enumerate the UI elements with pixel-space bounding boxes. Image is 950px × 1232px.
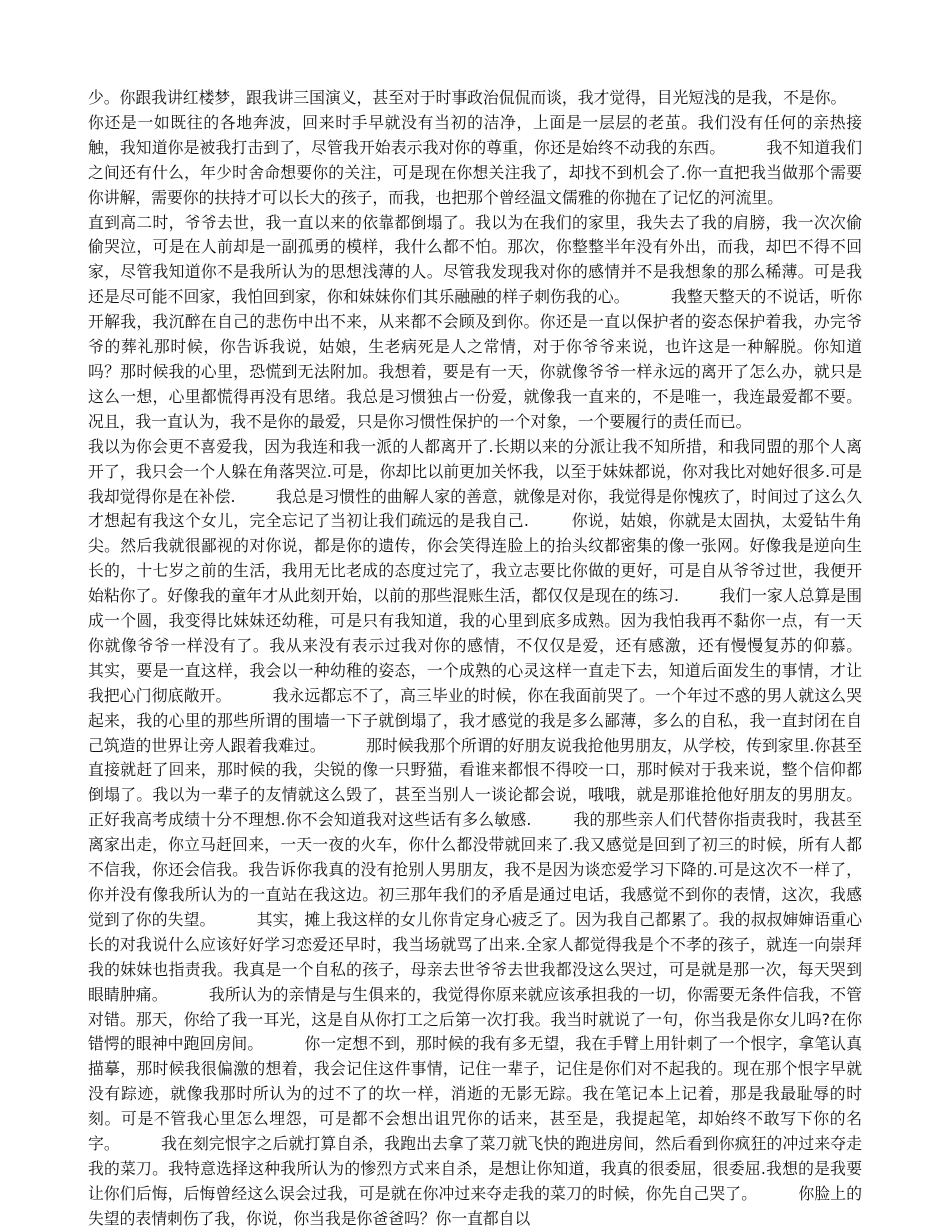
paragraph-2: 你还是一如既往的各地奔波，回来时手早就没有当初的洁净，上面是一层层的老茧。我们没有任何的亲热接触，我知道你是被我打击到了，尽管我开始表示我对你的尊重，你还是始终不动我的东西。 我不知道我们之间还有什么，年少时舍命想要你的关注，可是现在你想关注我了，却找不到机会了.你一直把我当做那个需要你讲解，需要你的扶持才可以长大的孩子，而我，也把那个曾经温文儒雅的你抛在了记忆的河流里。 (88, 112, 862, 207)
paragraph-4: 我以为你会更不喜爱我，因为我连和我一派的人都离开了.长期以来的分派让我不知所措，和我同盟的那个人离开了，我只会一个人躲在角落哭泣.可是，你却比以前更加关怀我，以至于妹妹都说，你对我比对她好很多.可是我却觉得你是在补偿. 我总是习惯性的曲解人家的善意，就像是对你，我觉得是你愧疚了，时间过了这么久才想起有我这个女儿，完全忘记了当初让我们疏远的是我自己. 你说，姑娘，你就是太固执，太爱钻牛角尖。然后我就很鄙视的对你说，都是你的遗传，你会笑得连脸上的抬头纹都密集的像一张网。好像我是逆向生长的，十七岁之前的生活，我用无比老成的态度过完了，我立志要比你做的更好，可是自从爷爷过世，我便开始粘你了。好像我的童年才从此刻开始，以前的那些混账生活，都仅仅是现在的练习. 我们一家人总算是围成一个圆，我变得比妹妹还幼稚，可是只有我知道，我的心里到底多成熟。因为我怕我再不黏你一点，有一天你就像爷爷一样没有了。我从来没有表示过我对你的感情，不仅仅是爱，还有感激，还有慢慢复苏的仰慕。 其实，要是一直这样，我会以一种幼稚的姿态，一个成熟的心灵这样一直走下去，知道后面发生的事情，才让我把心门彻底敞开。 我永远都忘不了，高三毕业的时候，你在我面前哭了。一个年过不惑的男人就这么哭起来，我的心里的那些所谓的围墙一下子就倒塌了，我才感觉的我是多么鄙薄，多么的自私，我一直封闭在自己筑造的世界让旁人跟着我难过。 那时候我那个所谓的好朋友说我抢他男朋友，从学校，传到家里.你甚至直接就赶了回来，那时候的我，尖锐的像一只野猫，看谁来都恨不得咬一口，那时候对于我来说，整个信仰都倒塌了。我以为一辈子的友情就这么毁了，甚至当别人一谈论都会说，哦哦，就是那谁抢他好朋友的男朋友。正好我高考成绩十分不理想.你不会知道我对这些话有多么敏感. 我的那些亲人们代替你指责我时，我甚至离家出走，你立马赶回来，一天一夜的火车，你什么都没带就回来了.我又感觉是回到了初三的时候，所有人都不信我，你还会信我。我告诉你我真的没有抢别人男朋友，我不是因为谈恋爱学习下降的.可是这次不一样了，你并没有像我所认为的一直站在我这边。初三那年我们的矛盾是通过电话，我感觉不到你的表情，这次，我感觉到了你的失望。 其实，摊上我这样的女儿你肯定身心疲乏了。因为我自己都累了。我的叔叔婶婶语重心长的对我说什么应该好好学习恋爱还早时，我当场就骂了出来.全家人都觉得我是个不孝的孩子，就连一向崇拜我的妹妹也指责我。我真是一个自私的孩子，母亲去世爷爷去世我都没这么哭过，可是就是那一次，每天哭到眼睛肿痛。 我所认为的亲情是与生俱来的，我觉得你原来就应该承担我的一切，你需要无条件信我，不管对错。那天，你给了我一耳光，这是自从你打工之后第一次打我。我当时就说了一句，你当我是你女儿吗?在你错愕的眼神中跑回房间。 你一定想不到，那时候的我有多无望，我在手臂上用针刺了一个恨字，拿笔认真描摹，那时候我很偏激的想着，我会记住这件事情，记住一辈子，记住是你们对不起我的。现在那个恨字早就没有踪迹，就像我那时所认为的过不了的坎一样，消逝的无影无踪。我在笔记本上记着，那是我最耻辱的时刻。可是不管我心里怎么埋怨，可是都不会想出诅咒你的话来，甚至是，我提起笔，却始终不敢写下你的名字。 我在刻完恨字之后就打算自杀，我跑出去拿了菜刀就飞快的跑进房间，然后看到你疯狂的冲过来夺走我的菜刀。我特意选择这种我所认为的惨烈方式来自杀，是想让你知道，我真的很委屈，很委屈.我想的是我要让你们后悔，后悔曾经这么误会过我，可是就在你冲过来夺走我的菜刀的时候，你先自己哭了。 你脸上的失望的表情刺伤了我，你说，你当我是你爸爸吗？你一直都自以 (88, 436, 903, 1228)
paragraph-1: 少。你跟我讲红楼梦，跟我讲三国演义，甚至对于时事政治侃侃而谈，我才觉得，目光短浅的是我，不是你。 (88, 88, 847, 107)
paragraph-3: 直到高二时，爷爷去世，我一直以来的依靠都倒塌了。我以为在我们的家里，我失去了我的肩膀，我一次次偷偷哭泣，可是在人前却是一副孤勇的模样，我什么都不怕。那次，你整整半年没有外出，而我，却巴不得不回家，尽管我知道你不是我所认为的思想浅薄的人。尽管我发现我对你的感情并不是我想象的那么稀薄。可是我还是尽可能不回家，我怕回到家，你和妹妹你们其乐融融的样子刺伤我的心。 我整天整天的不说话，听你开解我，我沉醉在自己的悲伤中出不来，从来都不会顾及到你。你还是一直以保护者的姿态保护着我，办完爷爷的葬礼那时候，你告诉我说，姑娘，生老病死是人之常情，对于你爷爷来说，也许这是一种解脱。你知道吗？那时候我的心里，恐慌到无法附加。我想着，要是有一天，你就像爷爷一样永远的离开了怎么办，就只是这么一想，心里都慌得再没有思绪。我总是习惯独占一份爱，就像我一直来的，不是唯一，我连最爱都不要。况且，我一直认为，我不是你的最爱，只是你习惯性保护的一个对象，一个要履行的责任而已。 (88, 212, 862, 431)
